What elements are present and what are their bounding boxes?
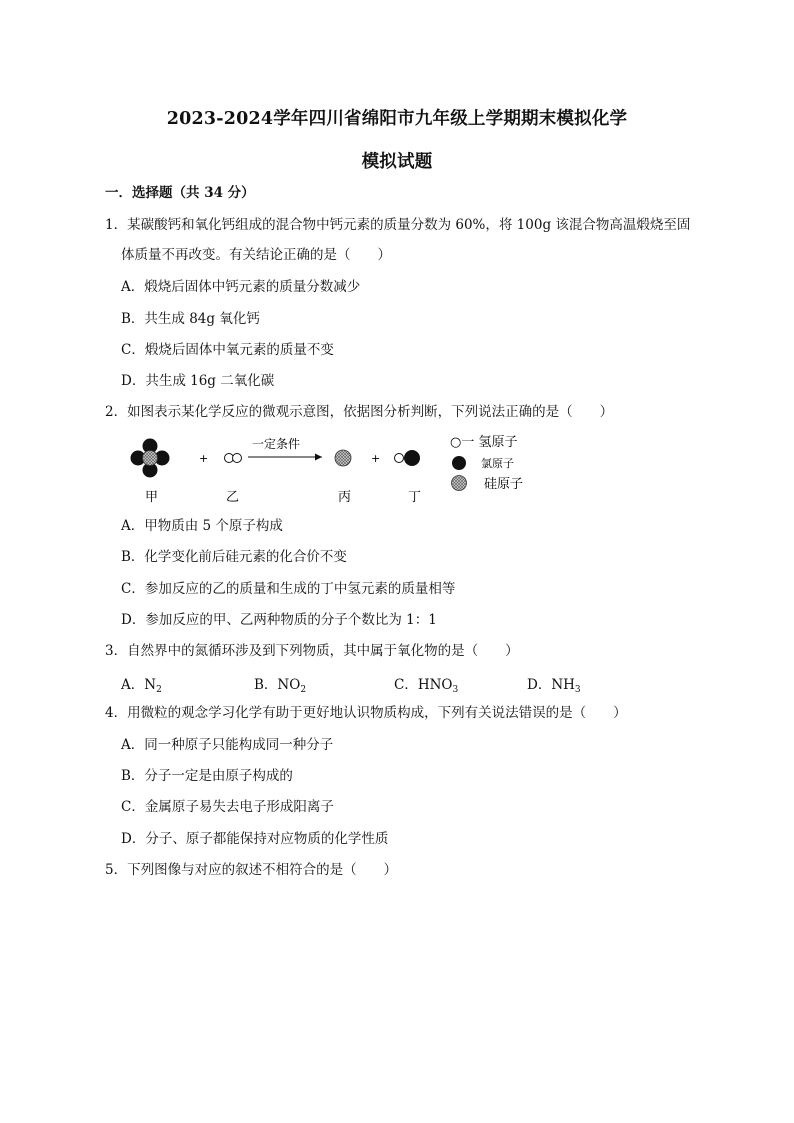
molecule-ding-icon [395, 450, 421, 466]
q4-option-b: B．分子一定是由原子构成的 [121, 768, 293, 784]
q1-stem-line2: 体质量不再改变。有关结论正确的是（ ） [121, 247, 391, 263]
q2-option-c: C．参加反应的乙的质量和生成的丁中氢元素的质量相等 [121, 581, 456, 597]
q1-option-b: B．共生成 84g 氧化钙 [121, 311, 260, 327]
label-ding: 丁 [408, 490, 422, 505]
legend-chlorine: 氯原子 [481, 457, 514, 470]
silicon-atom-icon [452, 476, 467, 491]
legend [450, 435, 523, 492]
chlorine-atom-icon [452, 456, 466, 470]
q2-stem: 2．如图表示某化学反应的微观示意图，依据图分析判断，下列说法正确的是（ ） [105, 404, 614, 420]
q3-stem: 3．自然界中的氮循环涉及到下列物质，其中属于氧化物的是（ ） [105, 643, 519, 659]
q4-stem: 4．用微粒的观念学习化学有助于更好地认识物质构成，下列有关说法错误的是（ ） [105, 705, 627, 721]
plus-sign-2: + [371, 452, 381, 465]
q4-option-d: D．分子、原子都能保持对应物质的化学性质 [121, 831, 389, 847]
label-yi: 乙 [226, 490, 240, 505]
reaction-condition: 一定条件 [252, 437, 301, 451]
q2-option-d: D．参加反应的甲、乙两种物质的分子个数比为 1：1 [121, 612, 437, 628]
q3-options [121, 673, 681, 693]
legend-hydrogen: ○一 氢原子 [450, 435, 518, 450]
q1-stem-line1: 1．某碳酸钙和氧化钙组成的混合物中钙元素的质量分数为 60%，将 100g 该混合物高温煅烧至固 [105, 217, 691, 233]
arrow-head-icon [315, 454, 322, 461]
q1-option-d: D．共生成 16g 二氧化碳 [121, 373, 275, 389]
exam-title-line1: 2023-2024学年四川省绵阳市九年级上学期期末模拟化学 [166, 109, 628, 129]
reaction-diagram [120, 433, 540, 508]
q1-option-a: A．煅烧后固体中钙元素的质量分数减少 [121, 279, 361, 295]
q3-option-d: D．$NH_3$ [527, 677, 581, 695]
q3-option-c: C．$HNO_3$ [394, 677, 459, 695]
q1-option-c: C．煅烧后固体中氧元素的质量不变 [121, 342, 334, 358]
q3-option-b: B．$NO_2$ [254, 677, 307, 695]
legend-silicon: 硅原子 [484, 477, 524, 492]
molecule-bing-icon [335, 450, 351, 466]
molecule-yi-icon [225, 454, 242, 463]
label-jia: 甲 [145, 490, 159, 505]
molecule-jia-icon [131, 439, 170, 478]
q2-option-a: A．甲物质由 5 个原子构成 [121, 518, 283, 534]
q3-option-a: A．$N_2$ [121, 677, 162, 695]
label-bing: 丙 [338, 490, 352, 505]
q5-stem: 5．下列图像与对应的叙述不相符合的是（ ） [105, 862, 398, 878]
section-heading: 一．选择题（共 34 分） [105, 185, 255, 201]
q4-option-a: A．同一种原子只能构成同一种分子 [121, 737, 334, 753]
plus-sign-1: + [199, 452, 209, 465]
exam-title-line2: 模拟试题 [361, 152, 433, 172]
q2-option-b: B．化学变化前后硅元素的化合价不变 [121, 549, 347, 565]
q4-option-c: C．金属原子易失去电子形成阳离子 [121, 799, 334, 815]
